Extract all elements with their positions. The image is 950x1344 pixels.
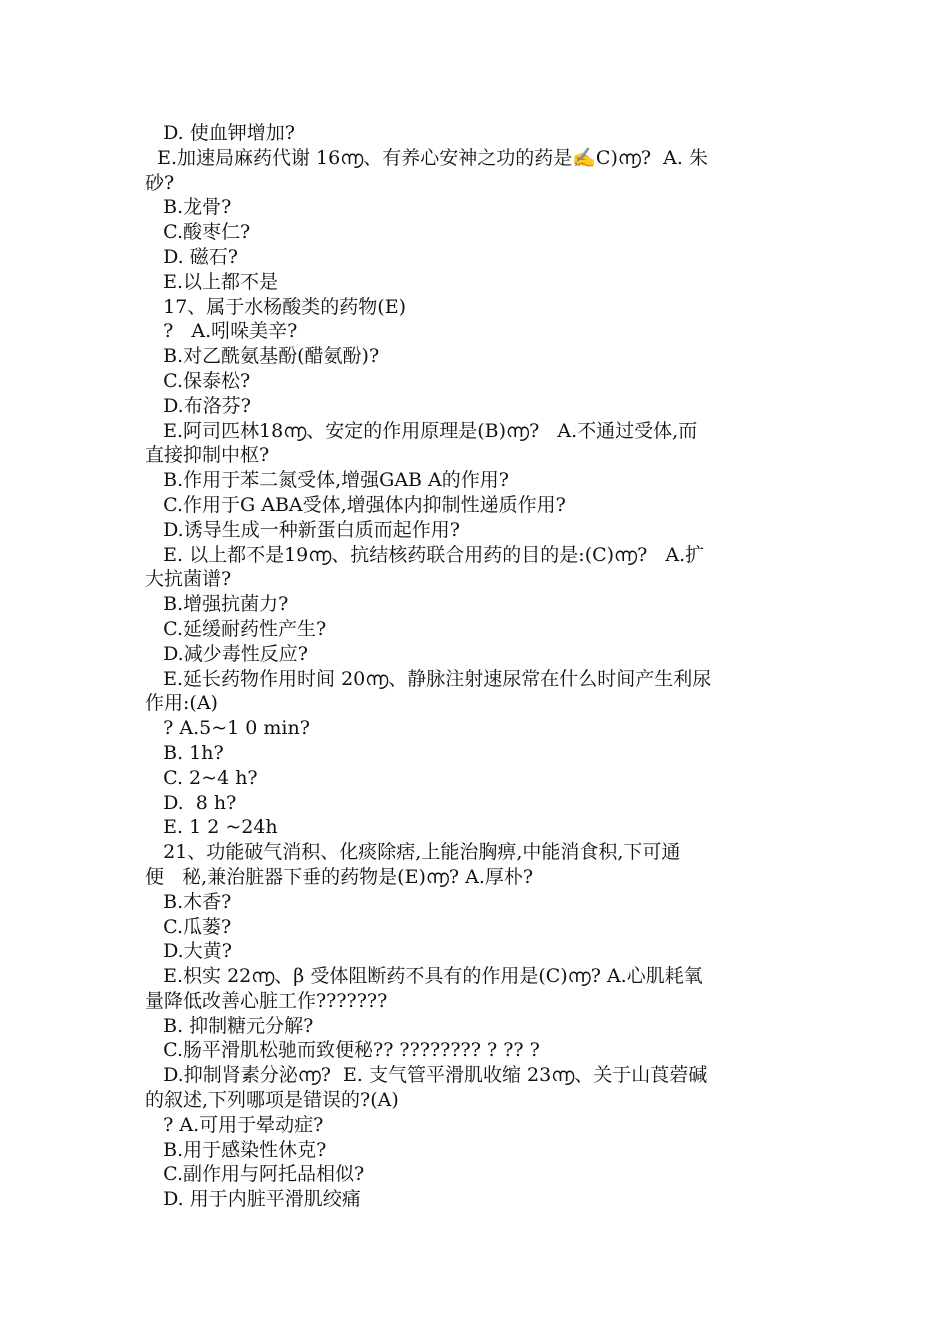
text-line: B.木香? — [145, 890, 232, 913]
text-line: 作用:(A) — [145, 692, 218, 715]
text-line: 大抗菌谱? — [145, 568, 232, 591]
text-line: C.延缓耐药性产生? — [145, 617, 327, 640]
text-line: B.用于感染性休克? — [145, 1138, 327, 1161]
text-line: 17、属于水杨酸类的药物(E) — [145, 295, 406, 318]
text-line: C.瓜蒌? — [145, 915, 232, 938]
text-line: D. 用于内脏平滑肌绞痛 — [145, 1188, 361, 1211]
text-line: D. 使血钾增加? — [145, 122, 295, 144]
text-line: D.诱导生成一种新蛋白质而起作用? — [145, 518, 460, 541]
text-line: D.大黄? — [145, 940, 232, 963]
text-line: 便 秘,兼治脏器下垂的药物是(E)൬? A.厚朴? — [145, 865, 534, 888]
text-line: E.以上都不是 — [145, 270, 279, 293]
text-line: B. 抑制糖元分解? — [145, 1014, 314, 1037]
text-line: D.布洛芬? — [145, 394, 251, 417]
text-line: E.加速局麻药代谢 16൬、有养心安神之功的药是✍C)൬? A. 朱 — [145, 146, 708, 169]
text-line: D.抑制肾素分泌൬? E. 支气管平滑肌收缩 23൬、关于山莨菪碱 — [145, 1064, 708, 1087]
text-line: 砂? — [145, 171, 175, 194]
text-line: C.作用于G ABA受体,增强体内抑制性递质作用? — [145, 493, 566, 516]
text-line: ? A.可用于晕动症? — [145, 1113, 324, 1136]
text-line: E. 以上都不是19൬、抗结核药联合用药的目的是:(C)൬? A.扩 — [145, 543, 705, 566]
text-line: B.作用于苯二氮受体,增强GAB A的作用? — [145, 469, 509, 492]
text-line: D. 磁石? — [145, 245, 238, 268]
document-body — [145, 121, 810, 1212]
text-line: E.延长药物作用时间 20൬、静脉注射速尿常在什么时间产生利尿 — [145, 667, 712, 690]
text-line: 21、功能破气消积、化痰除痞,上能治胸痹,中能消食积,下可通 — [145, 841, 681, 864]
text-line: C.肠平滑肌松驰而致便秘?? ???????? ? ?? ? — [145, 1039, 540, 1062]
text-line: 直接抑制中枢? — [145, 444, 270, 467]
text-line: E. 1 2 ~24h — [145, 816, 278, 839]
text-line: E.阿司匹林18൬、安定的作用原理是(B)൬? A.不通过受体,而 — [145, 419, 698, 442]
text-line: 的叙述,下列哪项是错误的?(A) — [145, 1089, 399, 1112]
text-line: B.对乙酰氨基酚(醋氨酚)? — [145, 345, 380, 368]
text-line: B. 1h? — [145, 741, 224, 764]
text-line: B.龙骨? — [145, 196, 232, 219]
text-line: C. 2~4 h? — [145, 766, 258, 789]
text-line: E.枳实 22൬、β 受体阻断药不具有的作用是(C)൬? A.心肌耗氧 — [145, 965, 703, 988]
text-line: 量降低改善心脏工作??????? — [145, 989, 388, 1012]
text-line: ? A.5~1 0 min? — [145, 717, 310, 740]
text-line: C.副作用与阿托品相似? — [145, 1163, 365, 1186]
text-line: C.保泰松? — [145, 369, 251, 392]
text-line: D. 8 h? — [145, 791, 237, 814]
text-line: D.减少毒性反应? — [145, 642, 308, 665]
text-line: ? A.吲哚美辛? — [145, 320, 298, 343]
text-line: B.增强抗菌力? — [145, 593, 289, 616]
text-line: C.酸枣仁? — [145, 221, 251, 244]
